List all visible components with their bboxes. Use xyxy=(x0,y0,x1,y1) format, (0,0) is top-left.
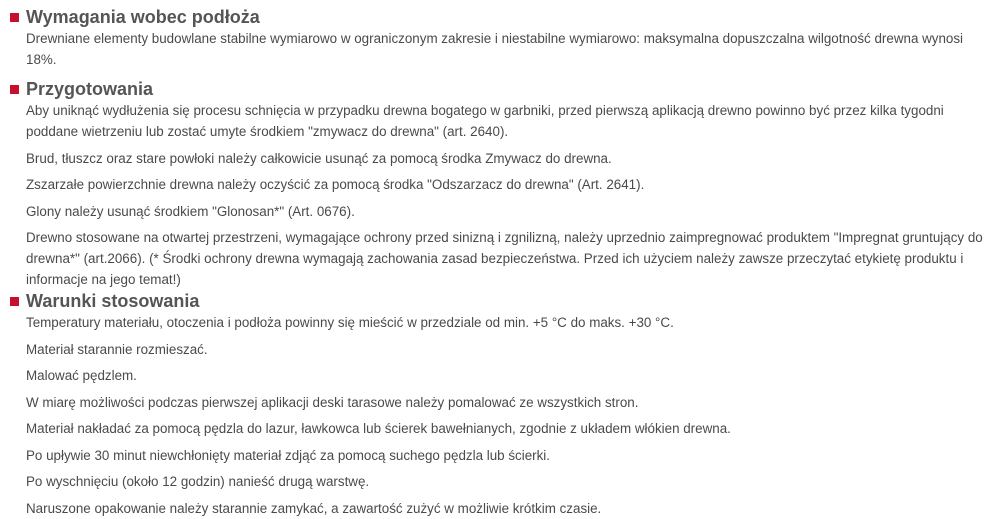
paragraph: Po wyschnięciu (około 12 godzin) nanieść drugą warstwę. xyxy=(26,474,370,489)
paragraph: W miarę możliwości podczas pierwszej aplikacji deski tarasowe należy pomalować ze wszystkich stron. xyxy=(26,394,639,410)
section-title: Przygotowania xyxy=(26,79,154,99)
square-bullet-icon xyxy=(10,297,19,306)
paragraph: Materiał starannie rozmieszać. xyxy=(26,341,208,357)
paragraph: Materiał nakładać za pomocą pędzla do lazur, ławkowca lub ścierek bawełnianych, zgodnie z układem włókien drewna. xyxy=(26,421,731,436)
section-substrate-requirements xyxy=(10,6,985,70)
square-bullet-icon xyxy=(10,13,19,22)
section-application-conditions xyxy=(10,290,985,519)
paragraph: Po upływie 30 minut niewchłonięty materiał zdjąć za pomocą suchego pędzla lub ścierki. xyxy=(26,447,550,463)
section-title: Wymagania wobec podłoża xyxy=(26,7,260,27)
paragraph: Aby uniknąć wydłużenia się procesu schnięcia w przypadku drewna bogatego w garbniki, przed pierwszą aplikacją drewno powinno być przez kilka tygodni poddane wietrzeniu lub zostać umyte środkiem "zmywacz do drewna" (art. 2640). xyxy=(26,103,944,139)
section-header xyxy=(10,290,985,312)
paragraph: Drewniane elementy budowlane stabilne wymiarowo w ograniczonym zakresie i niestabilne wymiarowo: maksymalna dopuszczalna wilgotność drewna wynosi 18%. xyxy=(26,31,964,67)
product-usage-instructions xyxy=(10,6,985,519)
paragraph: Malować pędzlem. xyxy=(26,368,137,383)
section-title: Warunki stosowania xyxy=(26,291,200,311)
paragraph: Brud, tłuszcz oraz stare powłoki należy całkowicie usunąć za pomocą środka Zmywacz do drewna. xyxy=(26,150,612,166)
section-header xyxy=(10,78,985,100)
section-header xyxy=(10,6,985,28)
paragraph: Naruszone opakowanie należy starannie zamykać, a zawartość zużyć w możliwie krótkim czasie. xyxy=(26,500,602,516)
square-bullet-icon xyxy=(10,85,19,94)
paragraph: Temperatury materiału, otoczenia i podłoża powinny się mieścić w przedziale od min. +5 °C do maks. +30 °C. xyxy=(26,315,674,330)
section-preparation xyxy=(10,78,985,290)
paragraph: Zszarzałe powierzchnie drewna należy oczyścić za pomocą środka "Odszarzacz do drewna" (Art. 2641). xyxy=(26,177,645,192)
paragraph: Glony należy usunąć środkiem "Glonosan*" (Art. 0676). xyxy=(26,203,355,219)
paragraph: Drewno stosowane na otwartej przestrzeni, wymagające ochrony przed sinizną i zgnilizną, należy uprzednio zaimpregnować produktem "Impregnat gruntujący do drewna*" (art.2066). (* Środki ochrony drewna wymagają zachowania zasad bezpieczeństwa. Przed ich użyciem należy zawsze przeczytać etykietę produktu i informacje na jego temat!) xyxy=(26,230,983,287)
